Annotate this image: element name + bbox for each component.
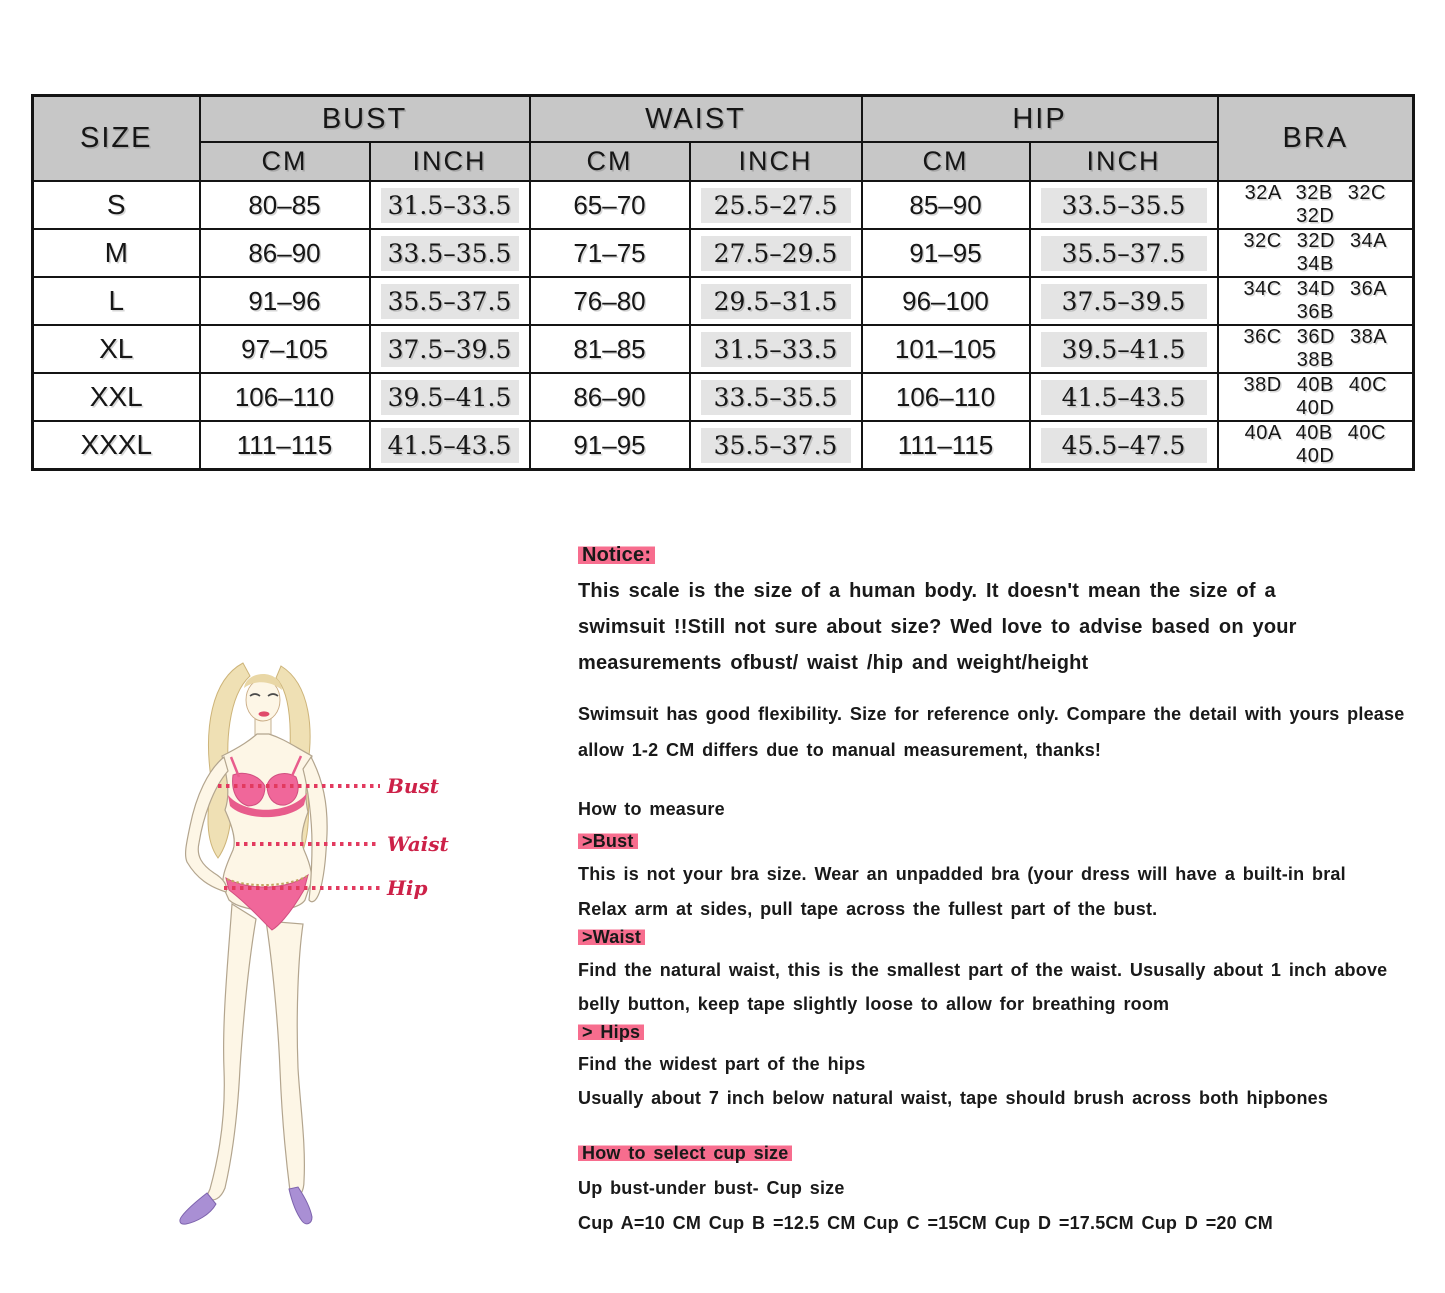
table-row: [33, 229, 1414, 277]
hips-section-heading-text: > Hips: [578, 1022, 644, 1042]
waist-label: Waist: [387, 832, 449, 856]
table-row: [33, 181, 1414, 229]
table-row: [33, 277, 1414, 325]
waist-inch-value: [690, 277, 862, 325]
table-row: [33, 325, 1414, 373]
waist-cm-value: 91–95: [530, 421, 690, 470]
notice-heading: [578, 542, 655, 568]
waist-inch-text: 31.5–33.5: [701, 332, 851, 367]
subheader-waist-inch: INCH: [690, 142, 862, 181]
hip-inch-value: [1030, 229, 1218, 277]
cup-size-line: Up bust-under bust- Cup size: [578, 1178, 845, 1198]
bust-inch-value: [370, 421, 530, 470]
size-value: XXXL: [33, 421, 200, 470]
hip-cm-value: 91–95: [862, 229, 1030, 277]
bust-instruction-line: This is not your bra size. Wear an unpadded bra (your dress will have a built-in bral: [578, 864, 1346, 884]
size-value: XL: [33, 325, 200, 373]
waist-inch-text: 33.5–35.5: [701, 380, 851, 415]
lips: [259, 711, 270, 716]
hip-inch-value: [1030, 421, 1218, 470]
how-to-measure-heading: How to measure: [578, 799, 725, 819]
hip-inch-text: 41.5–43.5: [1041, 380, 1207, 415]
notice-heading-text: Notice:: [578, 544, 655, 566]
hip-cm-value: 106–110: [862, 373, 1030, 421]
table-row: [33, 421, 1414, 470]
col-header-bra: BRA: [1218, 96, 1414, 182]
size-chart-table: [31, 94, 1415, 471]
subheader-hip-inch: INCH: [1030, 142, 1218, 181]
bra-value: 40A 40B 40C 40D: [1218, 421, 1414, 470]
hips-section-heading: [578, 1020, 644, 1044]
waist-section-heading: [578, 925, 645, 949]
waist-inch-text: 29.5–31.5: [701, 284, 851, 319]
size-value: M: [33, 229, 200, 277]
bust-inch-value: [370, 181, 530, 229]
hip-inch-text: 37.5–39.5: [1041, 284, 1207, 319]
bust-section-heading-text: >Bust: [578, 831, 638, 851]
bust-inch-text: 37.5–39.5: [381, 332, 519, 367]
bra-value: 34C 34D 36A 36B: [1218, 277, 1414, 325]
bust-label: Bust: [387, 774, 439, 798]
size-value: XXL: [33, 373, 200, 421]
bust-cm-value: 111–115: [200, 421, 370, 470]
waist-inch-text: 25.5–27.5: [701, 188, 851, 223]
hip-cm-value: 85–90: [862, 181, 1030, 229]
hip-label: Hip: [387, 876, 428, 900]
table-row: [33, 373, 1414, 421]
waist-inch-text: 35.5–37.5: [701, 428, 851, 463]
waist-inch-value: [690, 229, 862, 277]
woman-sketch-illustration: [148, 638, 488, 1250]
cup-size-heading: [578, 1141, 792, 1165]
waist-instruction-line: Find the natural waist, this is the smallest part of the waist. Ususally about 1 inch above: [578, 960, 1388, 980]
hip-inch-text: 33.5–35.5: [1041, 188, 1207, 223]
notice-line: measurements ofbust/ waist /hip and weight/height: [578, 652, 1089, 674]
bust-cm-value: 80–85: [200, 181, 370, 229]
hips-instruction-line: Usually about 7 inch below natural waist, tape should brush across both hipbones: [578, 1088, 1329, 1108]
col-header-waist: WAIST: [530, 96, 862, 143]
col-header-size: SIZE: [33, 96, 200, 182]
hips-instruction-line: Find the widest part of the hips: [578, 1054, 866, 1074]
size-value: S: [33, 181, 200, 229]
bust-inch-value: [370, 229, 530, 277]
bust-inch-value: [370, 277, 530, 325]
measurement-info: [578, 540, 1430, 1260]
hip-inch-value: [1030, 325, 1218, 373]
hip-inch-text: 39.5–41.5: [1041, 332, 1207, 367]
bust-inch-text: 35.5–37.5: [381, 284, 519, 319]
waist-cm-value: 65–70: [530, 181, 690, 229]
bikini-top-right-cup: [267, 774, 298, 806]
bra-value: 36C 36D 38A 38B: [1218, 325, 1414, 373]
bust-inch-value: [370, 325, 530, 373]
waist-inch-value: [690, 325, 862, 373]
right-leg: [266, 921, 304, 1200]
bust-cm-value: 106–110: [200, 373, 370, 421]
waist-section-heading-text: >Waist: [578, 927, 645, 947]
hip-cm-value: 96–100: [862, 277, 1030, 325]
bust-inch-text: 39.5–41.5: [381, 380, 519, 415]
flexibility-line: allow 1-2 CM differs due to manual measurement, thanks!: [578, 740, 1102, 760]
bust-cm-value: 97–105: [200, 325, 370, 373]
cup-size-line: Cup A=10 CM Cup B =12.5 CM Cup C =15CM Cup D =17.5CM Cup D =20 CM: [578, 1213, 1273, 1233]
hip-cm-value: 101–105: [862, 325, 1030, 373]
bra-value: 32C 32D 34A 34B: [1218, 229, 1414, 277]
hip-cm-value: 111–115: [862, 421, 1030, 470]
left-shoe: [180, 1193, 216, 1224]
waist-inch-value: [690, 373, 862, 421]
notice-line: swimsuit !!Still not sure about size? Wed love to advise based on your: [578, 616, 1297, 638]
cup-size-heading-text: How to select cup size: [578, 1143, 792, 1163]
waist-inch-text: 27.5–29.5: [701, 236, 851, 271]
subheader-hip-cm: CM: [862, 142, 1030, 181]
waist-instruction-line: belly button, keep tape slightly loose to allow for breathing room: [578, 994, 1170, 1014]
hip-inch-value: [1030, 181, 1218, 229]
waist-cm-value: 76–80: [530, 277, 690, 325]
bra-value: 38D 40B 40C 40D: [1218, 373, 1414, 421]
flexibility-line: Swimsuit has good flexibility. Size for reference only. Compare the detail with yours please: [578, 704, 1405, 724]
subheader-bust-inch: INCH: [370, 142, 530, 181]
right-shoe: [289, 1187, 312, 1224]
bust-inch-text: 41.5–43.5: [381, 428, 519, 463]
measurement-figure: [148, 638, 488, 1250]
waist-inch-value: [690, 421, 862, 470]
size-value: L: [33, 277, 200, 325]
bust-inch-value: [370, 373, 530, 421]
bra-value: 32A 32B 32C 32D: [1218, 181, 1414, 229]
bust-instruction-line: Relax arm at sides, pull tape across the fullest part of the bust.: [578, 899, 1158, 919]
hip-inch-text: 35.5–37.5: [1041, 236, 1207, 271]
left-leg: [206, 904, 256, 1200]
waist-cm-value: 81–85: [530, 325, 690, 373]
hip-inch-text: 45.5–47.5: [1041, 428, 1207, 463]
bust-inch-text: 33.5–35.5: [381, 236, 519, 271]
hip-inch-value: [1030, 277, 1218, 325]
waist-cm-value: 71–75: [530, 229, 690, 277]
bust-section-heading: [578, 829, 638, 853]
subheader-bust-cm: CM: [200, 142, 370, 181]
subheader-waist-cm: CM: [530, 142, 690, 181]
notice-line: This scale is the size of a human body. It doesn't mean the size of a: [578, 580, 1276, 602]
col-header-bust: BUST: [200, 96, 530, 143]
waist-inch-value: [690, 181, 862, 229]
hip-inch-value: [1030, 373, 1218, 421]
bust-inch-text: 31.5–33.5: [381, 188, 519, 223]
waist-cm-value: 86–90: [530, 373, 690, 421]
bust-cm-value: 91–96: [200, 277, 370, 325]
col-header-hip: HIP: [862, 96, 1218, 143]
bust-cm-value: 86–90: [200, 229, 370, 277]
